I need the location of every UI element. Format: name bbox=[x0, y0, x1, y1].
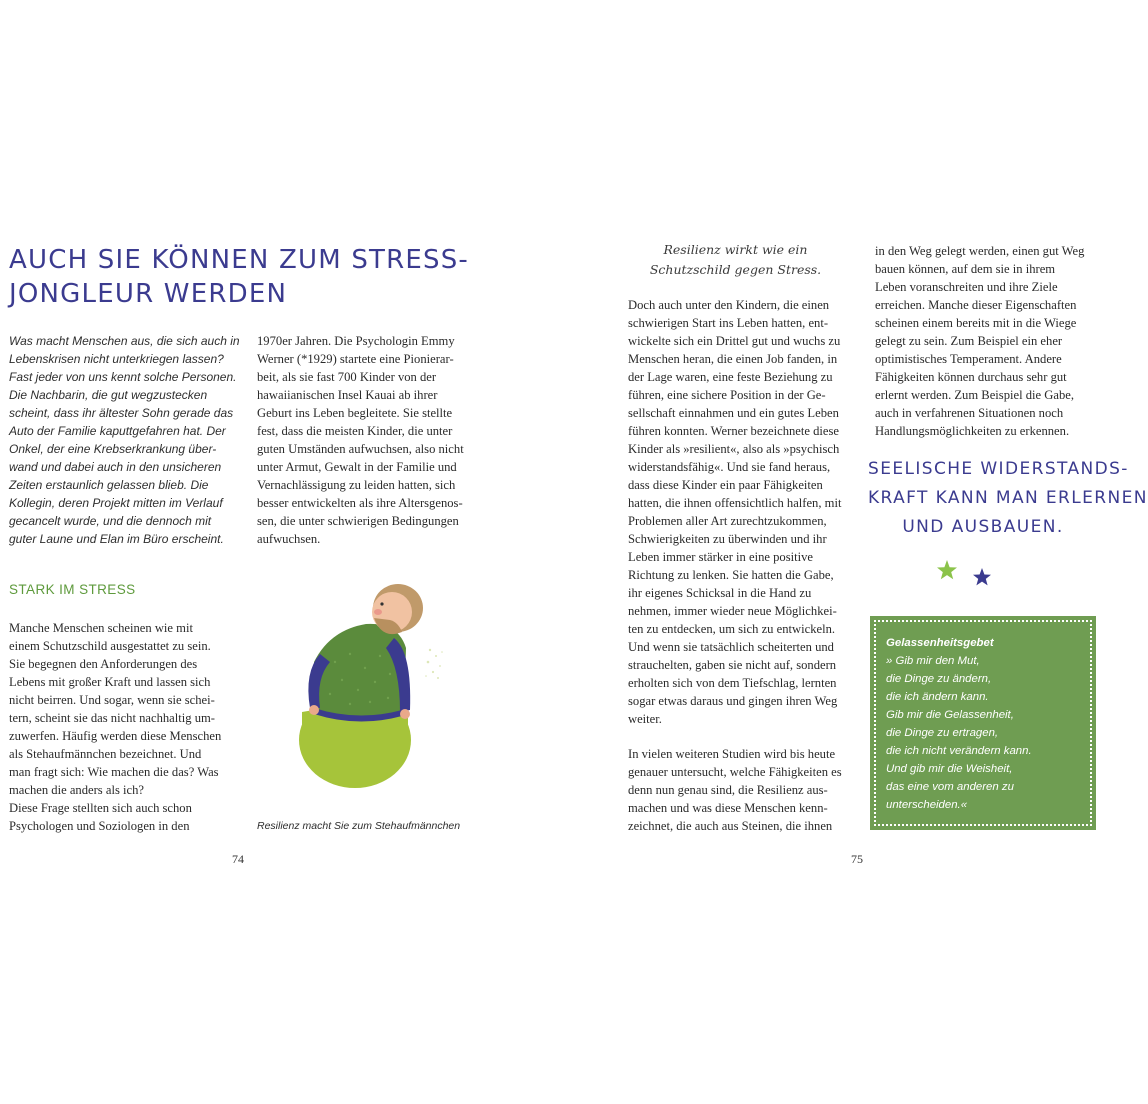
handwritten-quote bbox=[628, 240, 843, 280]
image-caption: Resilienz macht Sie zum Stehaufmännchen bbox=[257, 820, 461, 832]
text-line: Schwierigkeiten zu überwinden und ihr bbox=[628, 532, 827, 546]
text-line: erholten sich von dem Tiefschlag, lernten bbox=[628, 676, 837, 690]
text-line: Vernachlässigung zu leiden hatten, sich bbox=[257, 478, 456, 492]
text-line: Kollegin, deren Projekt mitten im Verlauf bbox=[9, 496, 223, 510]
text-line: optimistisches Temperament. Andere bbox=[875, 352, 1062, 366]
prayer-line: Und gib mir die Weisheit, bbox=[886, 763, 1013, 775]
title-line: JONGLEUR WERDEN bbox=[9, 279, 288, 309]
text-line: zuwerfen. Häufig werden diese Menschen bbox=[9, 729, 222, 743]
pull-quote-line: SEELISCHE WIDERSTANDS- bbox=[868, 459, 1129, 479]
text-line: Werner (*1929) startete eine Pionierar- bbox=[257, 352, 454, 366]
text-line: strauchelten, gaben sie nicht auf, sondern bbox=[628, 658, 837, 672]
star-blue-icon bbox=[973, 568, 991, 585]
text-line: Sie begegnen den Anforderungen des bbox=[9, 657, 198, 671]
text-line: einem Schutzschild ausgestattet zu sein. bbox=[9, 639, 211, 653]
pull-quote bbox=[868, 455, 1148, 542]
text-line: als Stehaufmännchen bezeichnet. Und bbox=[9, 747, 202, 761]
text-line: denn nun genau sind, die Resilienz aus- bbox=[628, 783, 828, 797]
text-line: guten Umständen aufwuchsen, also nicht bbox=[257, 442, 464, 456]
stehaufmaennchen-illustration bbox=[290, 582, 450, 792]
text-line: schwierigen Start ins Leben hatten, ent- bbox=[628, 316, 829, 330]
text-line: Zeiten erstaunlich gelassen blieb. Die bbox=[9, 478, 209, 492]
text-line: Fähigkeiten können durchaus sehr gut bbox=[875, 370, 1067, 384]
pull-quote-line: KRAFT KANN MAN ERLERNEN bbox=[868, 488, 1148, 508]
text-line: wickelte sich ein Drittel gut und wuchs zu bbox=[628, 334, 841, 348]
text-line: unter Armut, Gewalt in der Familie und bbox=[257, 460, 457, 474]
text-line: scheinen einem bereits mit in die Wiege bbox=[875, 316, 1077, 330]
text-line: ihr eigenes Schicksal in die Hand zu bbox=[628, 586, 812, 600]
text-line: Und wenn sie tatsächlich scheiterten und bbox=[628, 640, 834, 654]
page-number-left: 74 bbox=[232, 852, 244, 866]
prayer-line: » Gib mir den Mut, bbox=[886, 655, 980, 667]
text-line: Kinder als »resilient«, also als »psychisch bbox=[628, 442, 840, 456]
intro-paragraph bbox=[9, 332, 240, 548]
text-line: weiter. bbox=[628, 712, 662, 726]
text-line: sen, die unter schwierigen Bedingungen bbox=[257, 514, 459, 528]
text-line: Problemen aller Art zurechtzukommen, bbox=[628, 514, 827, 528]
text-line: aufwuchsen. bbox=[257, 532, 321, 546]
text-line: wand und dabei auch in den unsicheren bbox=[9, 460, 222, 474]
text-line: hatten, die ihnen offensichtlich halfen, mit bbox=[628, 496, 842, 510]
prayer-line: das eine vom anderen zu bbox=[886, 781, 1014, 793]
text-line: widerstandsfähig«. Und sie fand heraus, bbox=[628, 460, 831, 474]
text-line: erlernt werden. Zum Beispiel die Gabe, bbox=[875, 388, 1074, 402]
prayer-line: die Dinge zu ändern, bbox=[886, 673, 992, 685]
text-line: besser entwickelten als ihre Altersgenos- bbox=[257, 496, 463, 510]
text-line: man fragt sich: Wie machen die das? Was bbox=[9, 765, 219, 779]
prayer-title: Gelassenheitsgebet bbox=[886, 637, 994, 649]
text-line: beit, als sie fast 700 Kinder von der bbox=[257, 370, 437, 384]
text-line: Die Nachbarin, die gut wegzustecken bbox=[9, 388, 208, 402]
body-column-4 bbox=[875, 242, 1100, 440]
title-line: AUCH SIE KÖNNEN ZUM STRESS- bbox=[9, 245, 469, 275]
text-line: Leben immer stärker in eine positive bbox=[628, 550, 813, 564]
text-line: zeichnet, die auch aus Steinen, die ihnen bbox=[628, 819, 833, 833]
text-line: bauen können, auf dem sie in ihrem bbox=[875, 262, 1056, 276]
text-line: hawaiianischen Insel Kauai ab ihrer bbox=[257, 388, 438, 402]
text-line: gelegt zu sein. Zum Beispiel ein eher bbox=[875, 334, 1063, 348]
text-line: Richtung zu lenken. Sie hatten die Gabe, bbox=[628, 568, 834, 582]
text-line: der Lage waren, eine feste Beziehung zu bbox=[628, 370, 833, 384]
page-title bbox=[9, 243, 479, 311]
prayer-line: die ich ändern kann. bbox=[886, 691, 989, 703]
star-green-icon bbox=[937, 560, 957, 579]
text-line: Auto der Familie kaputtgefahren hat. Der bbox=[9, 424, 226, 438]
text-line: tern, scheint sie das nicht nachhaltig um- bbox=[9, 711, 215, 725]
page-number-right: 75 bbox=[851, 852, 863, 866]
body-column-3b bbox=[628, 745, 853, 835]
text-line: führen, eine sichere Position in der Ge- bbox=[628, 388, 826, 402]
prayer-line: die ich nicht verändern kann. bbox=[886, 745, 1032, 757]
text-line: auch in verfahrenen Situationen noch bbox=[875, 406, 1064, 420]
body-column-1 bbox=[9, 619, 234, 835]
text-line: nehmen, immer wieder neue Möglichkei- bbox=[628, 604, 837, 618]
text-line: führen konnten. Werner bezeichnete diese bbox=[628, 424, 840, 438]
stars-decoration bbox=[930, 556, 1000, 592]
prayer-box bbox=[870, 616, 1096, 830]
section-subheading: STARK IM STRESS bbox=[9, 582, 136, 597]
text-line: 1970er Jahren. Die Psychologin Emmy bbox=[257, 334, 455, 348]
prayer-line: die Dinge zu ertragen, bbox=[886, 727, 999, 739]
text-line: ten zu entdecken, um sich zu entwickeln. bbox=[628, 622, 836, 636]
text-line: In vielen weiteren Studien wird bis heute bbox=[628, 747, 836, 761]
prayer-text bbox=[886, 634, 1084, 814]
text-line: in den Weg gelegt werden, einen gut Weg bbox=[875, 244, 1085, 258]
text-line: nicht beirren. Und sogar, wenn sie schei- bbox=[9, 693, 215, 707]
text-line: Leben voranschreiten und ihre Ziele bbox=[875, 280, 1058, 294]
text-line: Handlungsmöglichkeiten zu erkennen. bbox=[875, 424, 1070, 438]
pull-quote-line: UND AUSBAUEN. bbox=[902, 517, 1064, 537]
text-line: machen und was diese Menschen kenn- bbox=[628, 801, 828, 815]
text-line: Onkel, der eine Krebserkrankung über- bbox=[9, 442, 217, 456]
prayer-box-border bbox=[874, 620, 1092, 826]
text-line: Was macht Menschen aus, die sich auch in bbox=[9, 334, 240, 348]
text-line: fest, dass die meisten Kinder, die unter bbox=[257, 424, 453, 438]
text-line: genauer untersucht, welche Fähigkeiten es bbox=[628, 765, 842, 779]
body-column-2 bbox=[257, 332, 477, 548]
text-line: guter Laune und Elan im Büro erscheint. bbox=[9, 532, 224, 546]
text-line: gecancelt wurde, und die dennoch mit bbox=[9, 514, 212, 528]
text-line: Fast jeder von uns kennt solche Personen. bbox=[9, 370, 237, 384]
text-line: Lebens mit großer Kraft und lassen sich bbox=[9, 675, 211, 689]
text-line: sellschaft einnahmen und ein gutes Leben bbox=[628, 406, 839, 420]
prayer-line: Gib mir die Gelassenheit, bbox=[886, 709, 1014, 721]
text-line: machen die anders als ich? bbox=[9, 783, 144, 797]
text-line: erreichen. Manche dieser Eigenschaften bbox=[875, 298, 1077, 312]
text-line: sogar etwas daraus und gingen ihren Weg bbox=[628, 694, 838, 708]
text-line: dass diese Kinder ein paar Fähigkeiten bbox=[628, 478, 823, 492]
text-line: Diese Frage stellten sich auch schon bbox=[9, 801, 192, 815]
text-line: Psychologen und Soziologen in den bbox=[9, 819, 190, 833]
text-line: Manche Menschen scheinen wie mit bbox=[9, 621, 193, 635]
text-line: Doch auch unter den Kindern, die einen bbox=[628, 298, 830, 312]
prayer-line: unterscheiden.« bbox=[886, 799, 968, 811]
body-column-3 bbox=[628, 296, 853, 728]
quote-line: Schutzschild gegen Stress. bbox=[649, 262, 822, 277]
text-line: scheint, dass ihr ältester Sohn gerade das bbox=[9, 406, 234, 420]
text-line: Geburt ins Leben begleitete. Sie stellte bbox=[257, 406, 453, 420]
text-line: Lebenskrisen nicht unterkriegen lassen? bbox=[9, 352, 224, 366]
quote-line: Resilienz wirkt wie ein bbox=[663, 242, 808, 257]
text-line: Menschen heran, die einen Job fanden, in bbox=[628, 352, 838, 366]
